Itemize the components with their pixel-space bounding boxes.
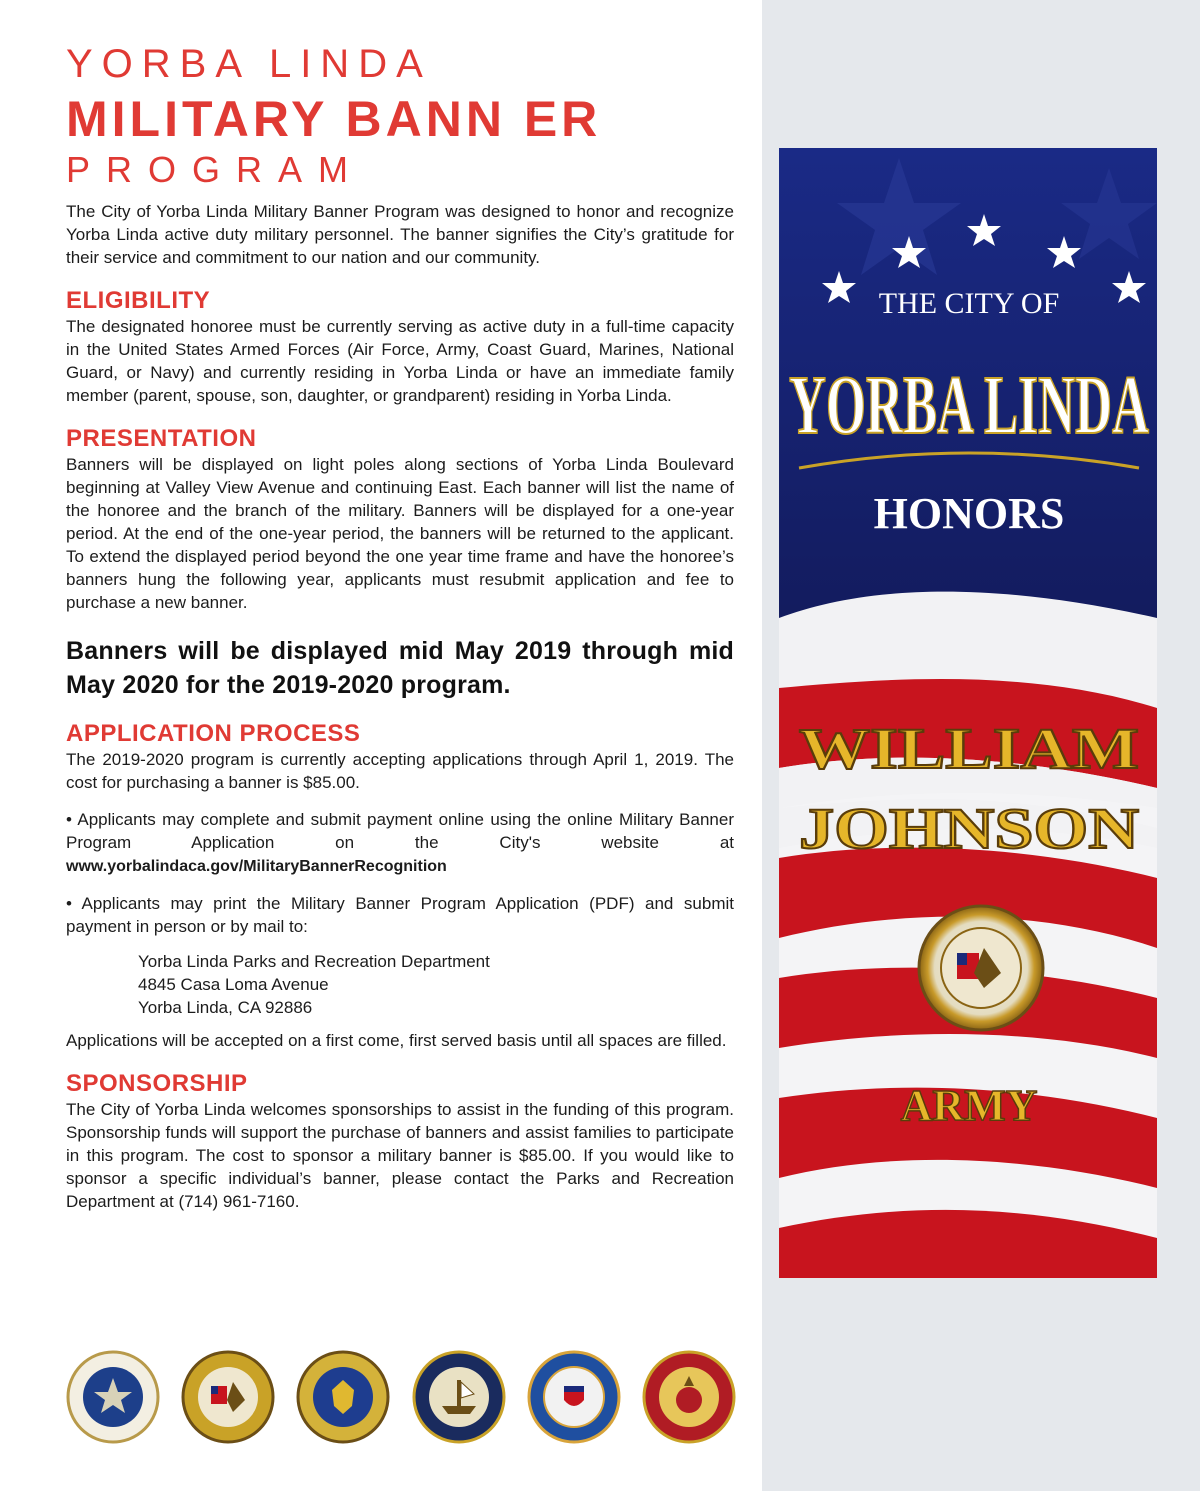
national-guard-seal-icon [296,1350,390,1444]
display-period-note: Banners will be displayed mid May 2019 through mid May 2020 for the 2019-2020 program. [66,637,734,699]
military-seals-row [66,1350,736,1450]
title-line-1: YORBA LINDA [66,42,432,86]
title-line-2: MILITARY BANN ER [66,91,602,147]
mail-bullet: • Applicants may print the Military Banner Program Application (PDF) and submit payment in person or by mail to: [66,894,734,936]
mailing-address [138,950,734,1019]
eligibility-text: The designated honoree must be currently serving as active duty in a full-time capacity in the United States Armed Forces (Air Force, Army, Coast Guard, Marines, National Guard, or Navy) and currently residing in Yorba Linda or have an immediate family member (parent, spouse, son, daughter, or grandparent) residing in Yorba Linda. [66,317,734,405]
address-line-1: Yorba Linda Parks and Recreation Department [138,952,490,971]
banner-army-seal-icon [919,906,1043,1030]
banner-name-first: WILLIAM [799,716,1139,781]
presentation-text: Banners will be displayed on light poles along sections of Yorba Linda Boulevard beginning at Valley View Avenue and continuing East. Each banner will list the name of the honoree and the branch of the military. Banners will be displayed for a one-year period. At the end of the one-year period, the banners will be returned to the applicant. To extend the displayed period beyond the one year time frame and have the honoree’s banners hung the following year, applicants must resubmit application and fee to purchase a new banner. [66,455,734,612]
sponsorship-heading: SPONSORSHIP [66,1070,248,1097]
army-seal-icon [181,1350,275,1444]
application-text: The 2019-2020 program is currently accepting applications through April 1, 2019. The cost for purchasing a banner is $85.00. [66,750,734,792]
marine-corps-seal-icon [642,1350,736,1444]
banner-honors: HONORS [873,489,1065,538]
banner-city-of: THE CITY OF [878,287,1060,320]
presentation-heading: PRESENTATION [66,425,257,452]
application-closing: Applications will be accepted on a first come, first served basis until all spaces are filled. [66,1031,727,1050]
coast-guard-seal-icon [527,1350,621,1444]
eligibility-heading: ELIGIBILITY [66,287,211,314]
online-bullet-text: • Applicants may complete and submit payment online using the online Military Banner Program Application on the City's website at [66,810,734,852]
document-body [66,40,734,1213]
title-line-3: PROGRAM [66,149,365,190]
intro-paragraph: The City of Yorba Linda Military Banner Program was designed to honor and recognize Yorba Linda active duty military personnel. The banner signifies the City’s gratitude for their service and commitment to our nation and our community. [66,202,734,267]
application-heading: APPLICATION PROCESS [66,720,361,747]
website-link[interactable]: www.yorbalindaca.gov/MilitaryBannerRecognition [66,858,447,875]
address-line-2: 4845 Casa Loma Avenue [138,975,329,994]
banner-yorba-linda: YORBA LINDA [789,359,1150,452]
address-line-3: Yorba Linda, CA 92886 [138,998,313,1017]
air-force-seal-icon [66,1350,160,1444]
online-bullet [66,808,734,878]
sponsorship-text: The City of Yorba Linda welcomes sponsorships to assist in the funding of this program. Sponsorship funds will support the purchase of banners and assist families to participate in this program. The cost to sponsor a military banner is $85.00. If you would like to sponsor a specific individual’s banner, please contact the Parks and Recreation Department at (714) 961-7160. [66,1100,734,1211]
navy-seal-icon [412,1350,506,1444]
banner-name-last: JOHNSON [799,796,1140,861]
banner-branch: ARMY [900,1081,1038,1130]
banner-illustration [779,148,1157,1278]
